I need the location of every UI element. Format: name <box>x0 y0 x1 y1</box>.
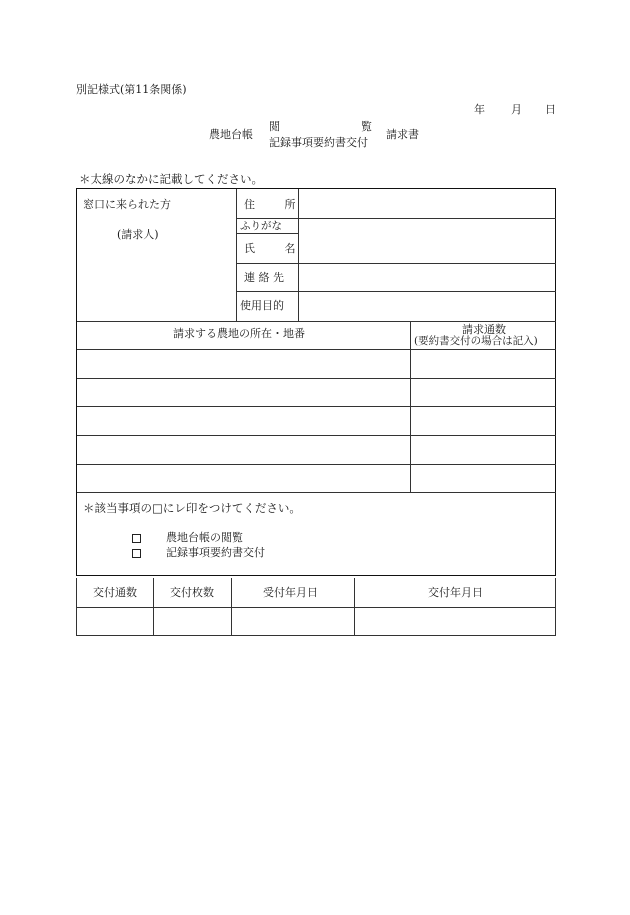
contact-label: 連 絡 先 <box>244 271 284 284</box>
summary-issue-checkbox[interactable] <box>132 547 141 560</box>
land-table-bottom-line <box>77 492 556 493</box>
land-row-line-3 <box>77 435 556 436</box>
applicant-divider-right <box>298 189 299 321</box>
address-label-first: 住 <box>244 198 255 211</box>
issued-date-header: 交付年月日 <box>428 586 483 599</box>
address-label-second: 所 <box>284 198 296 211</box>
title-inspect-second-char: 覧 <box>361 120 372 133</box>
furigana-row-line <box>236 233 298 234</box>
land-location-header: 請求する農地の所在・地番 <box>173 327 305 340</box>
title-ledger: 農地台帳 <box>209 128 253 141</box>
name-label <box>244 243 296 254</box>
form-reference-label: 別記様式(第11条関係) <box>76 83 187 96</box>
summary-issue-option-label: 記録事項要約書交付 <box>166 546 265 559</box>
address-row-line <box>236 218 556 219</box>
land-column-divider <box>410 321 411 493</box>
inspection-checkbox[interactable] <box>132 532 141 545</box>
furigana-label: ふりがな <box>240 220 282 232</box>
issue-header-line <box>76 607 556 608</box>
title-summary-issue: 記録事項要約書交付 <box>269 136 368 149</box>
purpose-label: 使用目的 <box>240 299 284 312</box>
requester-label: (請求人) <box>117 228 159 241</box>
inspection-option-label: 農地台帳の閲覧 <box>166 531 243 544</box>
fill-instruction: ＊太線のなかに記載してください。 <box>79 172 263 186</box>
date-month-label: 月 <box>511 103 522 116</box>
land-row-line-1 <box>77 378 556 379</box>
counter-person-label: 窓口に来られた方 <box>83 198 171 211</box>
applicant-bottom-line <box>77 321 556 322</box>
application-form-box <box>76 188 556 576</box>
name-label-second: 名 <box>284 242 296 255</box>
check-instruction: ＊該当事項の□にレ印をつけてください。 <box>83 501 301 515</box>
request-count-note: (要約書交付の場合は記入) <box>414 335 538 347</box>
address-label <box>244 199 296 210</box>
contact-row-line <box>236 291 556 292</box>
title-request-form: 請求書 <box>386 128 419 141</box>
received-date-header: 受付年月日 <box>263 586 318 599</box>
date-day-label: 日 <box>545 103 556 116</box>
land-row-line-4 <box>77 464 556 465</box>
date-year-label: 年 <box>474 103 485 116</box>
issue-sheets-header: 交付枚数 <box>170 586 214 599</box>
name-label-first: 氏 <box>244 242 255 255</box>
land-header-line <box>77 349 556 350</box>
land-row-line-2 <box>77 406 556 407</box>
name-row-line <box>236 263 556 264</box>
issue-count-header: 交付通数 <box>93 586 137 599</box>
applicant-divider-left <box>236 189 237 321</box>
title-inspect-first-char: 閲 <box>269 120 280 133</box>
request-count-header: 請求通数 <box>462 323 506 336</box>
